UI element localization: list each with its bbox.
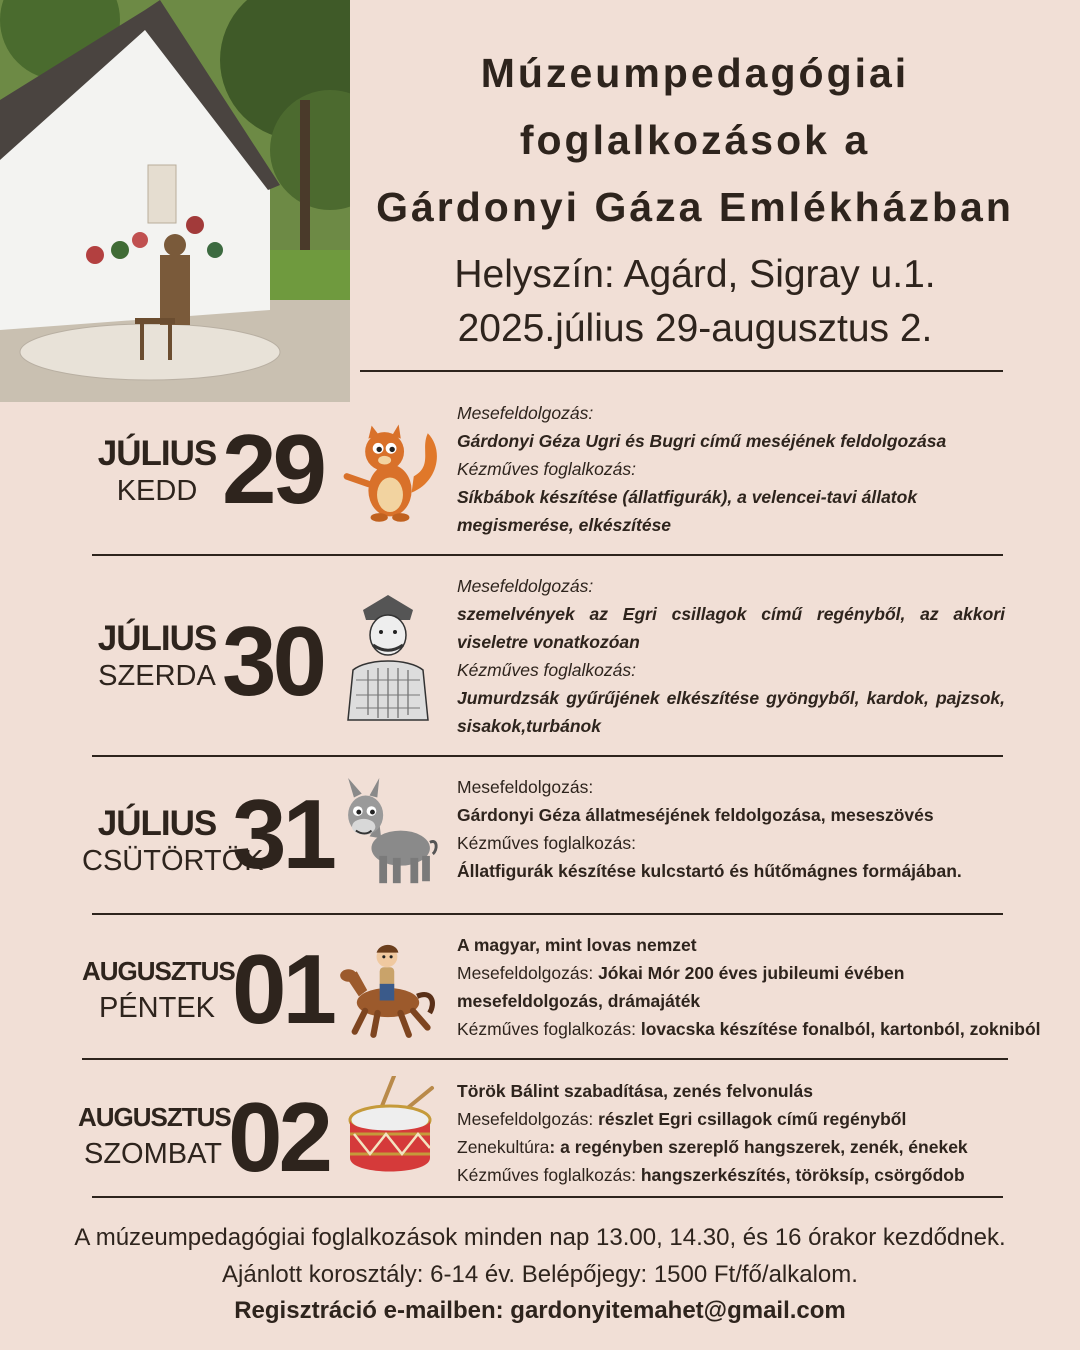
memorial-house-photo bbox=[0, 0, 350, 402]
desc-line: A magyar, mint lovas nemzet bbox=[457, 935, 697, 955]
day-description-02 bbox=[457, 1077, 1017, 1189]
desc-value: lovacska készítése fonalból, kartonból, zokniból bbox=[640, 1019, 1041, 1039]
price-info: Ajánlott korosztály: 6-14 év. Belépőjegy: 1500 Ft/fő/alkalom. bbox=[222, 1261, 858, 1288]
title-line-2: foglalkozások a bbox=[519, 117, 871, 163]
day-description-30 bbox=[457, 572, 1005, 740]
desc-line: szemelvények az Egri csillagok című regényből, az akkori bbox=[457, 604, 1005, 624]
page-title bbox=[360, 40, 1030, 241]
day-number: 29 bbox=[222, 414, 324, 524]
desc-value: részlet Egri csillagok című regényből bbox=[598, 1109, 907, 1129]
day-number: 02 bbox=[228, 1082, 330, 1192]
location-text: Helyszín: Agárd, Sigray u.1. bbox=[454, 253, 936, 296]
day-weekday: SZERDA bbox=[98, 660, 216, 692]
day-month: JÚLIUS bbox=[97, 434, 217, 473]
dates-text: 2025.július 29-augusztus 2. bbox=[457, 307, 933, 350]
day-month: JÚLIUS bbox=[97, 619, 217, 658]
donkey-icon bbox=[340, 778, 438, 890]
desc-label: Zenekultúra bbox=[457, 1137, 550, 1157]
divider bbox=[360, 370, 1003, 372]
title-line-1: Múzeumpedagógiai bbox=[480, 50, 910, 96]
horse-rider-icon bbox=[336, 936, 440, 1040]
registration-info: Regisztráció e-mailben: gardonyitemahet@gmail.com bbox=[234, 1297, 846, 1324]
day-label-02 bbox=[78, 1098, 231, 1172]
day-month: AUGUSZTUS bbox=[78, 1102, 231, 1132]
divider bbox=[92, 554, 1003, 556]
location-block bbox=[360, 248, 1030, 356]
desc-line: Síkbábok készítése (állatfigurák), a velencei-tavi állatok bbox=[457, 487, 918, 507]
day-description-29 bbox=[457, 399, 1017, 539]
title-line-3: Gárdonyi Gáza Emlékházban bbox=[376, 184, 1014, 230]
desc-label: Kézműves foglalkozás: bbox=[457, 1019, 641, 1039]
desc-line: Gárdonyi Géza állatmeséjének feldolgozása, meseszövés bbox=[457, 805, 934, 825]
day-number: 31 bbox=[232, 779, 334, 889]
desc-line: mesefeldolgozás, drámajáték bbox=[457, 991, 701, 1011]
divider bbox=[92, 1196, 1003, 1198]
desc-line: Kézműves foglalkozás: bbox=[457, 833, 636, 853]
desc-label: Mesefeldolgozás: bbox=[457, 1109, 599, 1129]
day-description-01 bbox=[457, 931, 1067, 1043]
day-weekday: PÉNTEK bbox=[98, 992, 216, 1024]
desc-value: Jókai Mór 200 éves jubileumi évében bbox=[598, 963, 905, 983]
divider bbox=[92, 755, 1003, 757]
desc-line: viseletre vonatkozóan bbox=[457, 632, 640, 652]
day-weekday: SZOMBAT bbox=[83, 1138, 223, 1170]
desc-value: : a regényben szereplő hangszerek, zenék, énekek bbox=[549, 1137, 968, 1157]
day-month: AUGUSZTUS bbox=[82, 956, 235, 986]
desc-line: Gárdonyi Géza Ugri és Bugri című meséjének feldolgozása bbox=[457, 431, 947, 451]
desc-line: Mesefeldolgozás: bbox=[457, 777, 594, 797]
desc-line: Török Bálint szabadítása, zenés felvonulás bbox=[457, 1081, 813, 1101]
divider bbox=[92, 913, 1003, 915]
desc-line: sisakok,turbánok bbox=[457, 716, 601, 736]
desc-line: Állatfigurák készítése kulcstartó és hűtőmágnes formájában. bbox=[457, 861, 962, 881]
desc-value: hangszerkészítés, töröksíp, csörgődob bbox=[640, 1165, 965, 1185]
desc-line: Mesefeldolgozás: bbox=[457, 403, 594, 423]
desc-label: Kézműves foglalkozás: bbox=[457, 1165, 641, 1185]
schedule-info: A múzeumpedagógiai foglalkozások minden nap 13.00, 14.30, és 16 órakor kezdődnek. bbox=[74, 1224, 1006, 1251]
drum-icon bbox=[344, 1076, 436, 1176]
day-label-01 bbox=[82, 952, 235, 1026]
squirrel-icon bbox=[336, 417, 444, 525]
desc-line: megismerése, elkészítése bbox=[457, 515, 672, 535]
warrior-portrait-icon bbox=[338, 590, 438, 725]
day-weekday: KEDD bbox=[116, 475, 198, 507]
day-number: 01 bbox=[232, 934, 334, 1044]
day-weekday: CSÜTÖRTÖK bbox=[82, 845, 264, 877]
day-label-29 bbox=[82, 435, 232, 509]
desc-line: Mesefeldolgozás: bbox=[457, 576, 594, 596]
desc-line: Kézműves foglalkozás: bbox=[457, 660, 636, 680]
day-label-30 bbox=[82, 620, 232, 694]
desc-label: Mesefeldolgozás: bbox=[457, 963, 599, 983]
day-label-31 bbox=[82, 804, 264, 879]
day-month: JÚLIUS bbox=[97, 804, 217, 843]
desc-line: Jumurdzsák gyűrűjének elkészítése gyöngyből, kardok, pajzsok, bbox=[457, 688, 1005, 708]
divider bbox=[82, 1058, 1008, 1060]
day-number: 30 bbox=[222, 606, 324, 716]
desc-line: Kézműves foglalkozás: bbox=[457, 459, 636, 479]
day-description-31 bbox=[457, 773, 1047, 885]
